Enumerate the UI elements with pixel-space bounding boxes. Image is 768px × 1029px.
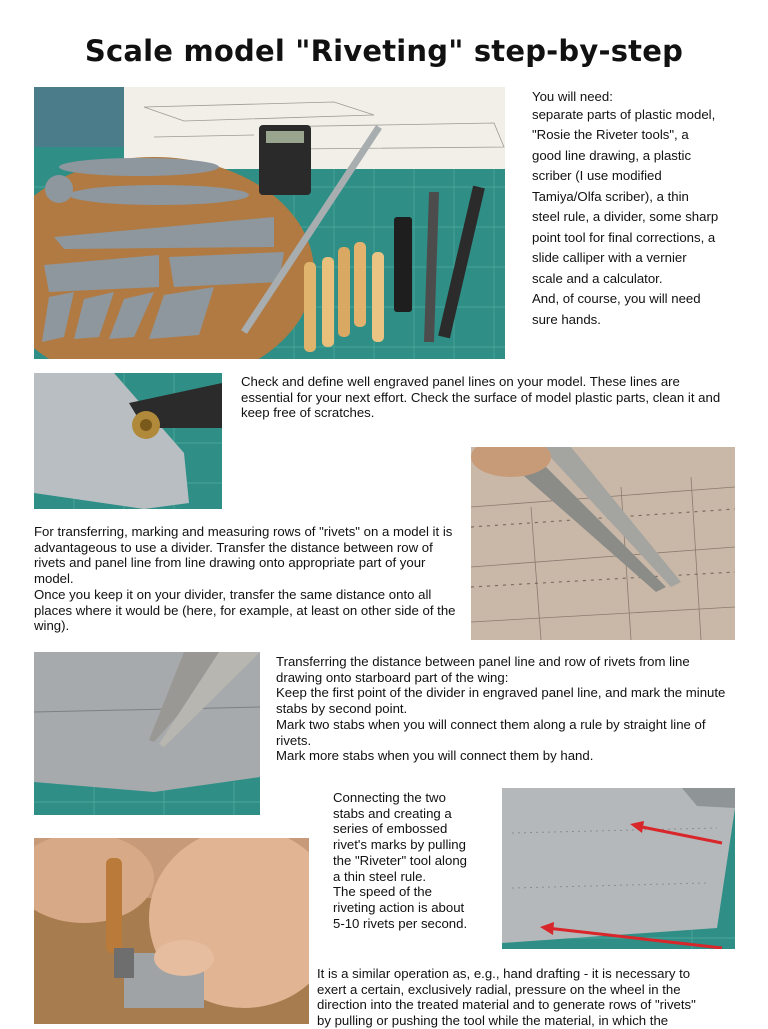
intro-line: point tool for final corrections, a xyxy=(532,229,716,245)
tools-and-parts-photo xyxy=(34,87,505,359)
intro-text xyxy=(532,89,762,330)
intro-line: scriber (I use modified xyxy=(532,168,662,184)
drafting-line: It is a similar operation as, e.g., hand drafting - it is necessary to xyxy=(317,966,691,981)
drafting-text xyxy=(317,966,747,1029)
rivet-rows-photo xyxy=(502,788,735,949)
page-title: Scale model "Riveting" step-by-step xyxy=(84,34,684,68)
scriber-photo xyxy=(34,373,222,509)
divider-paragraph: For transferring, marking and measuring rows of "rivets" on a model it is advantageous to use a divider. Transfer the distance between row of rivets and panel line from line drawing onto appropriate part of your model. xyxy=(34,524,453,587)
connect-line: 5-10 rivets per second. xyxy=(333,915,468,931)
transfer-paragraph: Mark two stabs when you will connect them along a rule by straight line of rivets. xyxy=(276,716,706,748)
intro-line: good line drawing, a plastic xyxy=(532,147,692,163)
intro-line: scale and a calculator. xyxy=(532,270,663,286)
divider-photo xyxy=(471,447,735,640)
intro-line: And, of course, you will need xyxy=(532,291,701,307)
connect-line: rivet's marks by pulling xyxy=(333,837,466,853)
connect-line: Connecting the two xyxy=(333,790,446,805)
connect-line: a thin steel rule. xyxy=(333,868,427,884)
divider-paragraph: Once you keep it on your divider, transfer the same distance onto all places where it would be (here, for example, at least on other side of the wing). xyxy=(34,586,456,634)
connect-line: the "Riveter" tool along xyxy=(333,852,467,868)
check-text: Check and define well engraved panel lines on your model. These lines are essential for your next effort. Check the surface of model plastic parts, clean it and keep free of scratches. xyxy=(241,374,721,421)
connect-line: series of embossed xyxy=(333,821,448,837)
drafting-line: exert a certain, exclusively radial, pressure on the wheel in the xyxy=(317,981,681,997)
intro-line: You will need: xyxy=(532,89,613,104)
transfer-paragraph: Transferring the distance between panel line and row of rivets from line drawing onto starboard part of the wing: xyxy=(276,654,690,685)
intro-line: separate parts of plastic model, xyxy=(532,106,716,122)
transfer-paragraph: Keep the first point of the divider in engraved panel line, and mark the minute stabs by second point. xyxy=(276,685,726,717)
connect-line: The speed of the xyxy=(333,884,432,900)
transfer-paragraph: Mark more stabs when you will connect them by hand. xyxy=(276,748,594,764)
connect-line: stabs and creating a xyxy=(333,805,452,821)
intro-line: steel rule, a divider, some sharp xyxy=(532,209,719,225)
intro-line: Tamiya/Olfa scriber), a thin xyxy=(532,188,689,204)
intro-line: "Rosie the Riveter tools", a xyxy=(532,127,689,143)
wing-divider-photo xyxy=(34,652,260,815)
drafting-line: by pulling or pushing the tool while the material, in which the xyxy=(317,1013,669,1029)
connect-line: riveting action is about xyxy=(333,899,465,915)
transfer-text xyxy=(276,654,736,764)
drafting-line: direction into the treated material and to generate rows of "rivets" xyxy=(317,997,696,1013)
intro-line: sure hands. xyxy=(532,311,601,327)
intro-line: slide calliper with a vernier xyxy=(532,250,687,266)
hands-riveter-photo xyxy=(34,838,309,1024)
divider-text xyxy=(34,524,462,634)
connect-text xyxy=(333,790,493,931)
